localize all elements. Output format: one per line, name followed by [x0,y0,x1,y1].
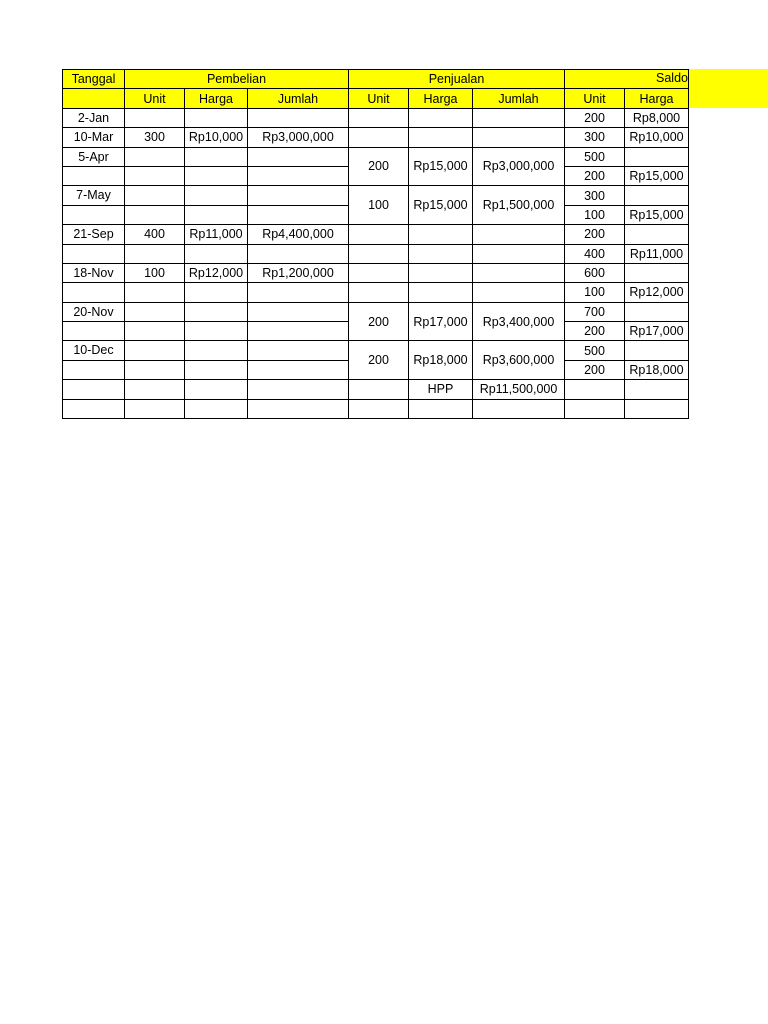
cell-beli-unit[interactable] [125,399,185,418]
cell-beli-jumlah[interactable] [248,380,349,399]
saldo-header-overflow [688,69,768,108]
cell-jual-harga[interactable] [409,225,473,244]
cell-jual-jumlah[interactable]: Rp3,600,000 [473,341,565,380]
cell-saldo-harga[interactable] [625,225,689,244]
cell-beli-unit[interactable]: 400 [125,225,185,244]
cell-jual-unit[interactable] [349,399,409,418]
cell-tanggal[interactable]: 10-Dec [63,341,125,360]
cell-beli-jumlah[interactable] [248,186,349,205]
cell-jual-unit[interactable] [349,263,409,282]
cell-saldo-unit[interactable]: 600 [565,263,625,282]
spreadsheet-grid [62,69,689,419]
table-row [63,225,689,244]
cell-jual-jumlah[interactable] [473,244,565,263]
cell-jual-jumlah[interactable]: Rp1,500,000 [473,186,565,225]
cell-saldo-harga[interactable]: Rp10,000 [625,128,689,147]
header-saldo: Saldo [656,71,688,85]
cell-beli-harga[interactable] [185,341,248,360]
header-jual-jumlah[interactable]: Jumlah [473,89,565,108]
cell-beli-harga[interactable] [185,205,248,224]
table-row [63,186,689,205]
cell-jual-harga[interactable] [409,283,473,302]
cell-hpp-label[interactable]: HPP [409,380,473,399]
cell-jual-jumlah[interactable] [473,108,565,127]
cell-saldo-unit[interactable]: 100 [565,283,625,302]
cell-jual-harga[interactable] [409,399,473,418]
cell-beli-unit[interactable] [125,322,185,341]
table-row [63,108,689,127]
cell-beli-unit[interactable] [125,283,185,302]
cell-beli-unit[interactable] [125,186,185,205]
table-row [63,283,689,302]
cell-beli-jumlah[interactable] [248,360,349,379]
cell-saldo-harga[interactable]: Rp18,000 [625,360,689,379]
cell-tanggal[interactable] [63,360,125,379]
cell-beli-unit[interactable]: 300 [125,128,185,147]
cell-jual-unit[interactable]: 100 [349,186,409,225]
header-saldo-unit[interactable]: Unit [565,89,625,108]
cell-beli-unit[interactable] [125,341,185,360]
cell-jual-harga[interactable] [409,108,473,127]
cell-saldo-harga[interactable] [625,399,689,418]
cell-tanggal[interactable]: 5-Apr [63,147,125,166]
cell-jual-unit[interactable]: 200 [349,341,409,380]
cell-saldo-harga[interactable] [625,341,689,360]
cell-beli-harga[interactable]: Rp11,000 [185,225,248,244]
cell-tanggal[interactable]: 10-Mar [63,128,125,147]
cell-beli-jumlah[interactable]: Rp4,400,000 [248,225,349,244]
cell-saldo-unit[interactable]: 500 [565,341,625,360]
cell-hpp-value[interactable]: Rp11,500,000 [473,380,565,399]
cell-jual-harga[interactable]: Rp15,000 [409,186,473,225]
cell-jual-unit[interactable] [349,108,409,127]
header-saldo-harga[interactable]: Harga [625,89,689,108]
cell-beli-harga[interactable] [185,399,248,418]
cell-tanggal[interactable]: 18-Nov [63,263,125,282]
cell-beli-harga[interactable]: Rp12,000 [185,263,248,282]
cell-saldo-unit[interactable]: 700 [565,302,625,321]
cell-saldo-harga[interactable]: Rp8,000 [625,108,689,127]
header-row-2 [63,89,689,108]
cell-jual-jumlah[interactable] [473,128,565,147]
cell-saldo-harga[interactable] [625,263,689,282]
cell-beli-unit[interactable] [125,108,185,127]
header-pembelian[interactable]: Pembelian [125,70,349,89]
cell-beli-unit[interactable] [125,166,185,185]
cell-jual-jumlah[interactable] [473,225,565,244]
cell-saldo-unit[interactable]: 100 [565,205,625,224]
table-row [63,341,689,360]
inventory-ledger-table [62,69,689,419]
cell-saldo-unit[interactable]: 200 [565,166,625,185]
cell-saldo-unit[interactable]: 200 [565,322,625,341]
table-row [63,244,689,263]
cell-jual-unit[interactable] [349,283,409,302]
cell-beli-unit[interactable] [125,302,185,321]
cell-jual-jumlah[interactable]: Rp3,400,000 [473,302,565,341]
cell-beli-unit[interactable] [125,244,185,263]
cell-tanggal[interactable] [63,205,125,224]
cell-saldo-unit[interactable] [565,380,625,399]
cell-tanggal[interactable] [63,244,125,263]
table-row [63,302,689,321]
cell-beli-jumlah[interactable] [248,341,349,360]
cell-saldo-harga[interactable] [625,302,689,321]
cell-beli-harga[interactable] [185,360,248,379]
cell-tanggal[interactable] [63,322,125,341]
cell-jual-harga[interactable] [409,244,473,263]
cell-jual-unit[interactable] [349,128,409,147]
cell-beli-harga[interactable] [185,166,248,185]
cell-jual-harga[interactable]: Rp18,000 [409,341,473,380]
header-beli-jumlah[interactable]: Jumlah [248,89,349,108]
cell-tanggal[interactable]: 20-Nov [63,302,125,321]
cell-tanggal[interactable] [63,380,125,399]
cell-saldo-unit[interactable]: 300 [565,128,625,147]
table-row [63,128,689,147]
cell-saldo-unit[interactable]: 400 [565,244,625,263]
cell-saldo-unit[interactable] [565,399,625,418]
header-jual-harga[interactable]: Harga [409,89,473,108]
cell-jual-unit[interactable] [349,225,409,244]
cell-tanggal[interactable] [63,399,125,418]
table-row [63,399,689,418]
cell-beli-harga[interactable] [185,147,248,166]
header-blank[interactable] [63,89,125,108]
cell-saldo-harga[interactable]: Rp11,000 [625,244,689,263]
cell-tanggal[interactable] [63,283,125,302]
cell-beli-jumlah[interactable] [248,147,349,166]
cell-saldo-harga[interactable]: Rp15,000 [625,205,689,224]
cell-jual-unit[interactable] [349,380,409,399]
cell-beli-harga[interactable] [185,244,248,263]
cell-beli-jumlah[interactable] [248,399,349,418]
cell-jual-jumlah[interactable]: Rp3,000,000 [473,147,565,186]
cell-jual-unit[interactable]: 200 [349,302,409,341]
cell-beli-harga[interactable] [185,283,248,302]
cell-beli-jumlah[interactable] [248,302,349,321]
cell-beli-jumlah[interactable] [248,205,349,224]
cell-jual-harga[interactable] [409,128,473,147]
cell-saldo-unit[interactable]: 200 [565,225,625,244]
cell-saldo-unit[interactable]: 300 [565,186,625,205]
header-jual-unit[interactable]: Unit [349,89,409,108]
cell-beli-jumlah[interactable] [248,166,349,185]
cell-beli-unit[interactable] [125,360,185,379]
cell-saldo-harga[interactable] [625,186,689,205]
cell-beli-jumlah[interactable]: Rp1,200,000 [248,263,349,282]
cell-beli-jumlah[interactable] [248,283,349,302]
cell-jual-harga[interactable]: Rp17,000 [409,302,473,341]
header-beli-harga[interactable]: Harga [185,89,248,108]
cell-beli-unit[interactable] [125,380,185,399]
cell-beli-harga[interactable] [185,322,248,341]
cell-saldo-harga[interactable] [625,380,689,399]
cell-beli-harga[interactable] [185,380,248,399]
cell-beli-unit[interactable]: 100 [125,263,185,282]
cell-beli-harga[interactable] [185,108,248,127]
cell-beli-unit[interactable] [125,205,185,224]
cell-jual-unit[interactable] [349,244,409,263]
cell-tanggal[interactable]: 7-May [63,186,125,205]
cell-beli-unit[interactable] [125,147,185,166]
cell-saldo-harga[interactable] [625,147,689,166]
cell-beli-jumlah[interactable]: Rp3,000,000 [248,128,349,147]
table-row [63,263,689,282]
header-tanggal[interactable]: Tanggal [63,70,125,89]
cell-jual-harga[interactable]: Rp15,000 [409,147,473,186]
cell-jual-jumlah[interactable] [473,399,565,418]
cell-beli-harga[interactable] [185,302,248,321]
cell-saldo-harga[interactable]: Rp12,000 [625,283,689,302]
cell-saldo-harga[interactable]: Rp15,000 [625,166,689,185]
cell-saldo-unit[interactable]: 200 [565,360,625,379]
cell-tanggal[interactable]: 2-Jan [63,108,125,127]
table-row [63,147,689,166]
cell-beli-jumlah[interactable] [248,322,349,341]
cell-saldo-unit[interactable]: 500 [565,147,625,166]
table-row-hpp [63,380,689,399]
cell-tanggal[interactable]: 21-Sep [63,225,125,244]
cell-jual-harga[interactable] [409,263,473,282]
header-row-1 [63,70,689,89]
header-penjualan[interactable]: Penjualan [349,70,565,89]
cell-beli-jumlah[interactable] [248,108,349,127]
header-beli-unit[interactable]: Unit [125,89,185,108]
cell-beli-harga[interactable]: Rp10,000 [185,128,248,147]
cell-beli-jumlah[interactable] [248,244,349,263]
cell-saldo-unit[interactable]: 200 [565,108,625,127]
cell-beli-harga[interactable] [185,186,248,205]
cell-jual-unit[interactable]: 200 [349,147,409,186]
cell-saldo-harga[interactable]: Rp17,000 [625,322,689,341]
cell-tanggal[interactable] [63,166,125,185]
cell-jual-jumlah[interactable] [473,283,565,302]
cell-jual-jumlah[interactable] [473,263,565,282]
